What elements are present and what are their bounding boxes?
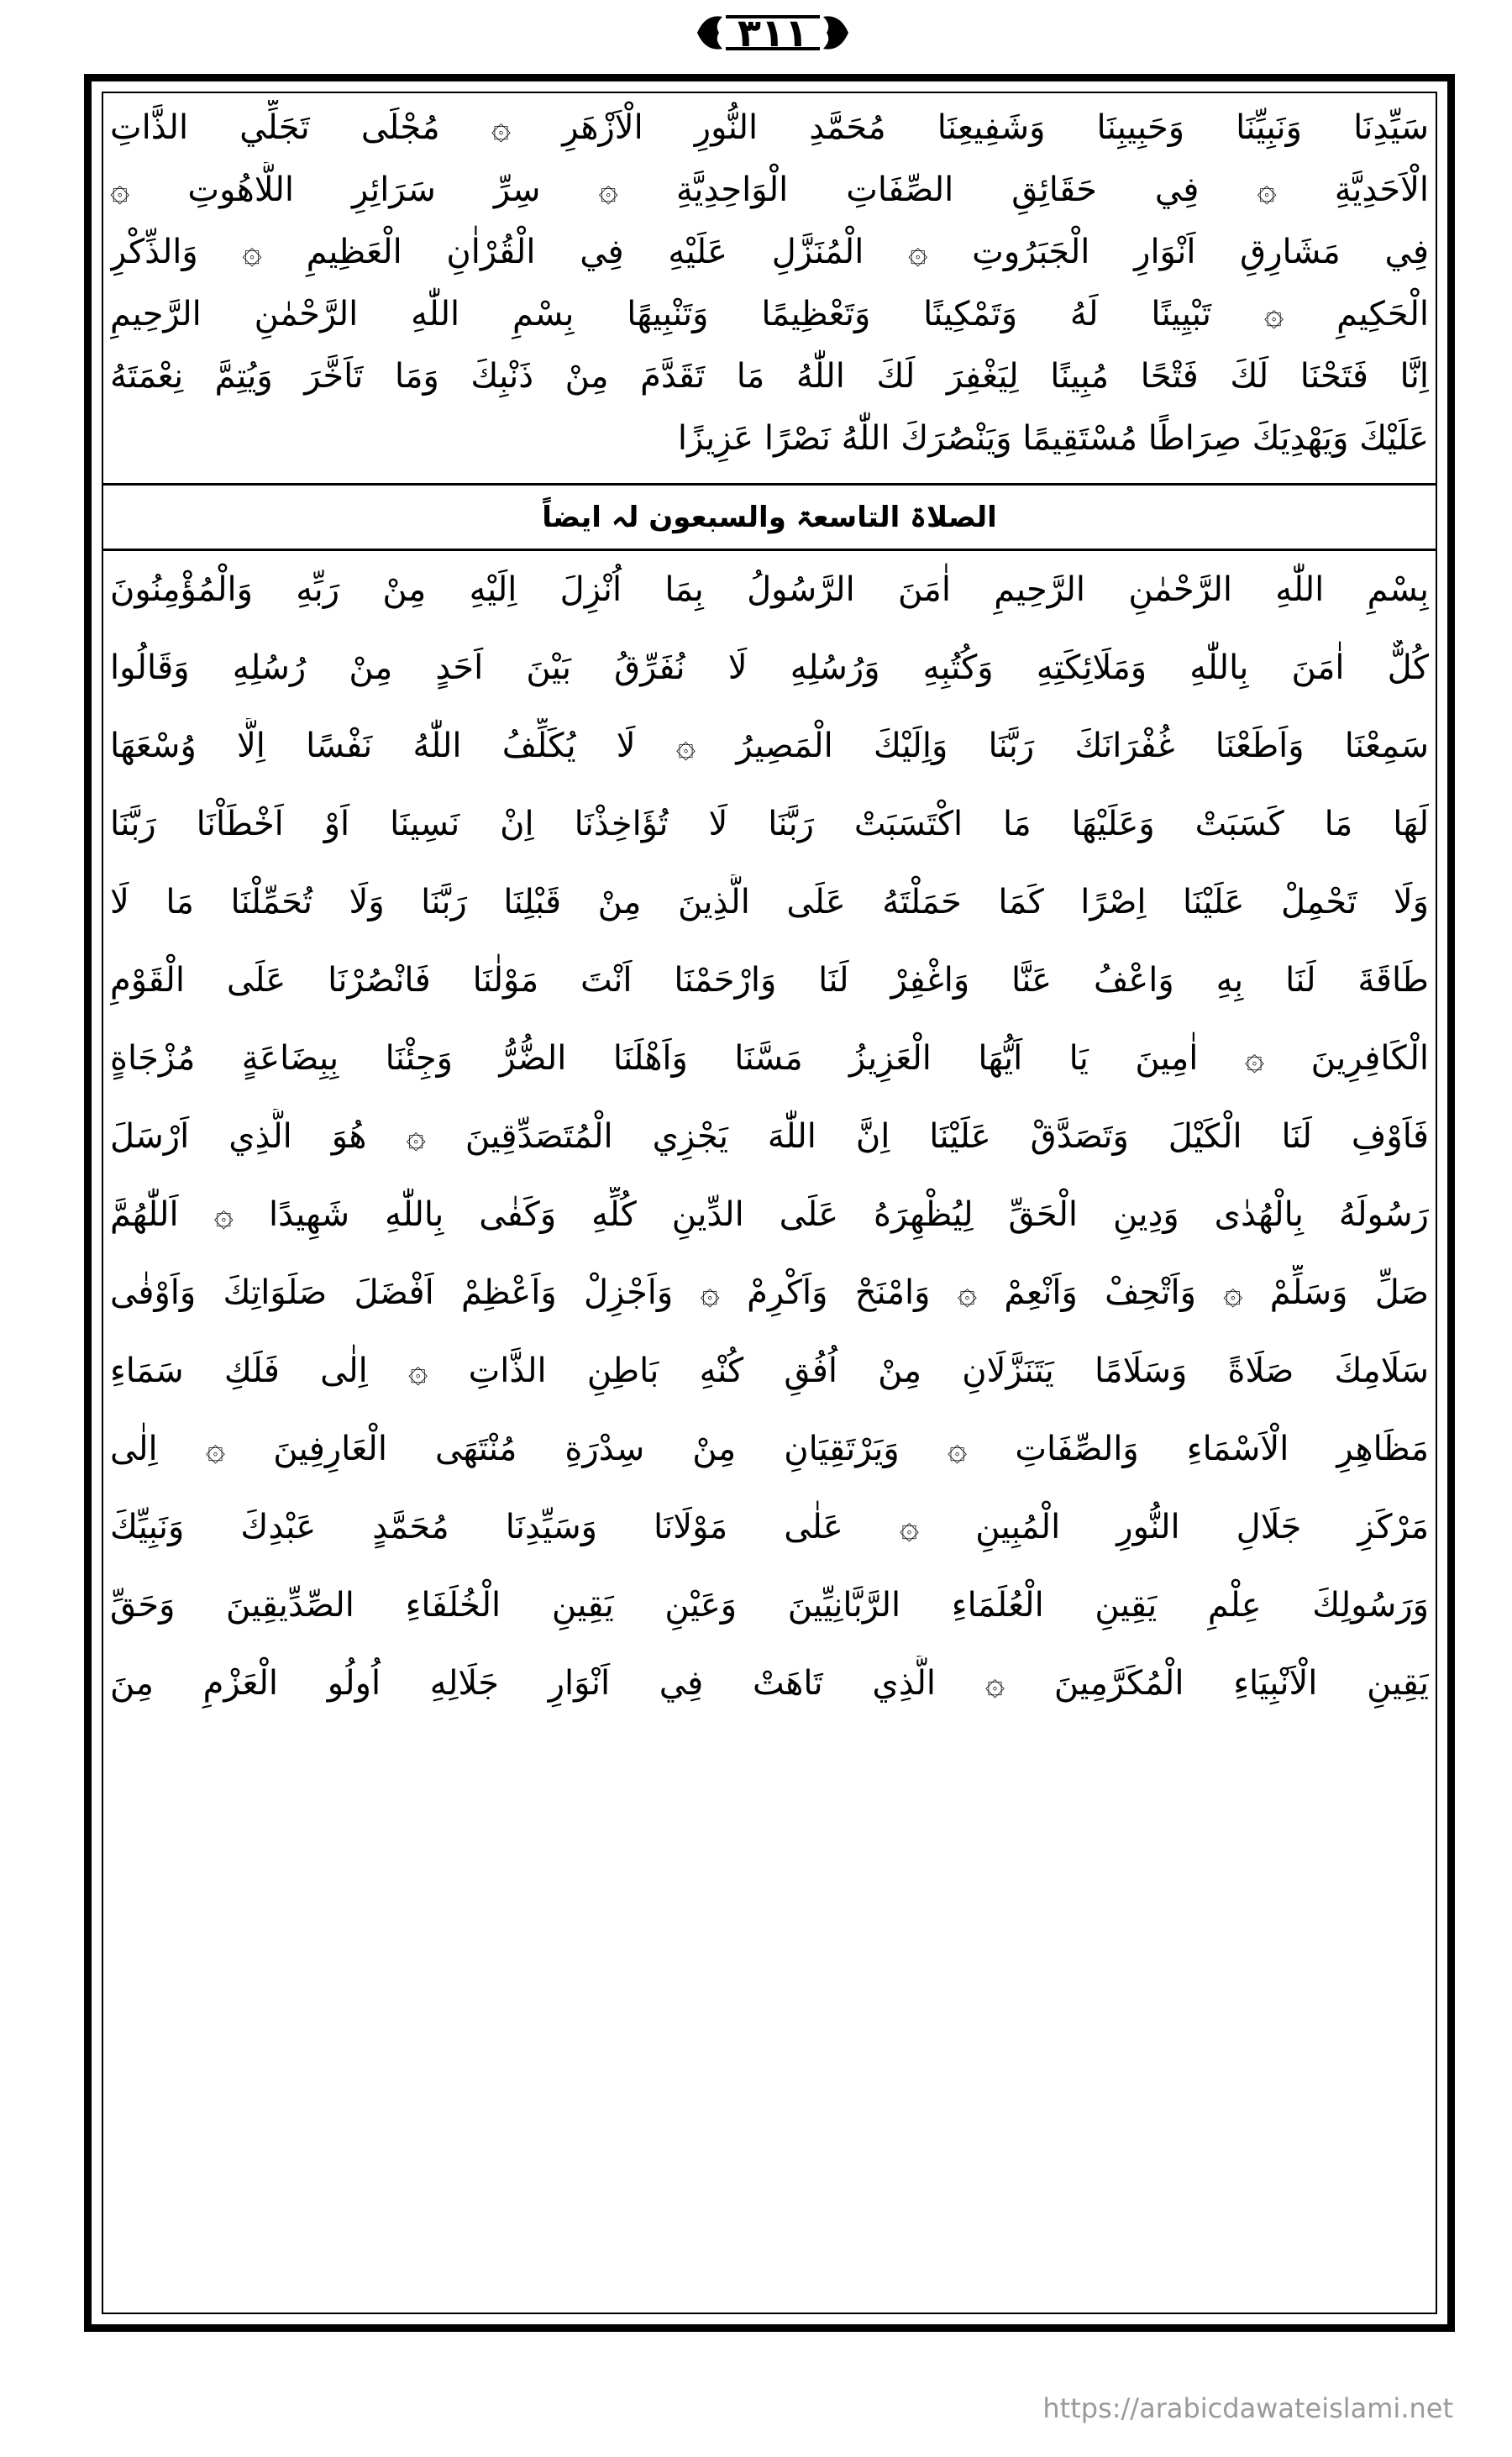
text-line: الْاَحَدِيَّةِ ۞ فِي حَقَائِقِ الصِّفَاتِ الْوَاحِدِيَّةِ ۞ سِرِّ سَرَائِرِ اللَّاهُوتِ ۞ xyxy=(110,171,1429,209)
text-line: عَلَيْكَ وَيَهْدِيَكَ صِرَاطًا مُسْتَقِيمًا وَيَنْصُرَكَ اللّٰهُ نَصْرًا عَزِيزًا xyxy=(677,419,1429,458)
section-heading-bar xyxy=(103,490,1436,543)
text-line: فِي مَشَارِقِ اَنْوَارِ الْجَبَرُوتِ ۞ الْمُنَزَّلِ عَلَيْهِ فِي الْقُرْاٰنِ الْعَظِيمِ ۞ وَالذِّكْرِ xyxy=(110,233,1429,271)
text-line: فَاَوْفِ لَنَا الْكَيْلَ وَتَصَدَّقْ عَلَيْنَا اِنَّ اللّٰهَ يَجْزِي الْمُتَصَدِّقِينَ ۞ هُوَ الَّذِي اَرْسَلَ xyxy=(110,1117,1429,1156)
text-line: سَلَامِكَ صَلَاةً وَسَلَامًا يَتَنَزَّلَانِ مِنْ اُفُقِ كُنْهِ بَاطِنِ الذَّاتِ ۞ اِلٰى فَلَكِ سَمَاءِ xyxy=(110,1352,1429,1390)
text-line: مَرْكَزِ جَلَالِ النُّورِ الْمُبِينِ ۞ عَلٰى مَوْلَانَا وَسَيِّدِنَا مُحَمَّدٍ عَبْدِكَ وَنَبِيِّكَ xyxy=(110,1508,1429,1546)
bottom-text-block xyxy=(110,562,1429,2313)
text-line: بِسْمِ اللّٰهِ الرَّحْمٰنِ الرَّحِيمِ اٰمَنَ الرَّسُولُ بِمَا اُنْزِلَ اِلَيْهِ مِنْ رَبِّهِ وَالْمُؤْمِنُونَ xyxy=(110,570,1429,609)
page-frame xyxy=(84,74,1455,2332)
text-line: صَلِّ وَسَلِّمْ ۞ وَاَتْحِفْ وَاَنْعِمْ ۞ وَامْنَحْ وَاَكْرِمْ ۞ وَاَجْزِلْ وَاَعْظِمْ اَفْضَلَ صَلَوَاتِكَ وَاَوْفٰى xyxy=(110,1273,1429,1312)
text-line: كُلٌّ اٰمَنَ بِاللّٰهِ وَمَلَائِكَتِهِ وَكُتُبِهِ وَرُسُلِهِ لَا نُفَرِّقُ بَيْنَ اَحَدٍ مِنْ رُسُلِهِ وَقَالُوا xyxy=(110,648,1429,687)
text-line: وَرَسُولِكَ عِلْمِ يَقِينِ الْعُلَمَاءِ الرَّبَّانِيِّينَ وَعَيْنِ يَقِينِ الْخُلَفَاءِ الصِّدِّيقِينَ وَحَقِّ xyxy=(110,1586,1429,1625)
text-line: الْكَافِرِينَ ۞ اٰمِينَ يَا اَيُّهَا الْعَزِيزُ مَسَّنَا وَاَهْلَنَا الضُّرُّ وَجِئْنَا بِبِضَاعَةٍ مُزْجَاةٍ xyxy=(110,1039,1429,1078)
text-line: مَظَاهِرِ الْاَسْمَاءِ وَالصِّفَاتِ ۞ وَيَرْتَقِيَانِ مِنْ سِدْرَةِ مُنْتَهَى الْعَارِفِينَ ۞ اِلٰى xyxy=(110,1430,1429,1468)
page-number: ٣١١ xyxy=(737,10,809,55)
divider xyxy=(103,549,1436,551)
text-line: رَسُولَهُ بِالْهُدٰى وَدِينِ الْحَقِّ لِيُظْهِرَهُ عَلَى الدِّينِ كُلِّهِ وَكَفٰى بِاللّٰهِ شَهِيدًا ۞ اَللّٰهُمَّ xyxy=(110,1195,1429,1234)
text-line: اِنَّا فَتَحْنَا لَكَ فَتْحًا مُبِينًا لِيَغْفِرَ لَكَ اللّٰهُ مَا تَقَدَّمَ مِنْ ذَنْبِكَ وَمَا تَاَخَّرَ وَيُتِمَّ نِعْمَتَهُ xyxy=(110,357,1429,396)
text-line: لَهَا مَا كَسَبَتْ وَعَلَيْهَا مَا اكْتَسَبَتْ رَبَّنَا لَا تُؤَاخِذْنَا اِنْ نَسِينَا اَوْ اَخْطَاْنَا رَبَّنَا xyxy=(110,805,1429,843)
page-number-ornament xyxy=(689,7,857,59)
section-heading: الصلاۃ التاسعۃ والسبعون لہ ایضاً xyxy=(542,500,997,534)
text-line: سَمِعْنَا وَاَطَعْنَا غُفْرَانَكَ رَبَّنَا وَاِلَيْكَ الْمَصِيرُ ۞ لَا يُكَلِّفُ اللّٰهُ نَفْسًا اِلَّا وُسْعَهَا xyxy=(110,727,1429,765)
text-line: وَلَا تَحْمِلْ عَلَيْنَا اِصْرًا كَمَا حَمَلْتَهُ عَلَى الَّذِينَ مِنْ قَبْلِنَا رَبَّنَا وَلَا تُحَمِّلْنَا مَا لَا xyxy=(110,883,1429,921)
text-line: طَاقَةَ لَنَا بِهِ وَاعْفُ عَنَّا وَاغْفِرْ لَنَا وَارْحَمْنَا اَنْتَ مَوْلٰنَا فَانْصُرْنَا عَلَى الْقَوْمِ xyxy=(110,961,1429,1000)
text-line: سَيِّدِنَا وَنَبِيِّنَا وَحَبِيبِنَا وَشَفِيعِنَا مُحَمَّدِ النُّورِ الْاَزْهَرِ ۞ مُجْلَى تَجَلِّي الذَّاتِ xyxy=(110,108,1429,147)
text-line: يَقِينِ الْاَنْبِيَاءِ الْمُكَرَّمِينَ ۞ الَّذِي تَاهَتْ فِي اَنْوَارِ جَلَالِهِ اُولُو الْعَزْمِ مِنَ xyxy=(110,1664,1429,1703)
text-line: الْحَكِيمِ ۞ تَبْيِينًا لَهُ وَتَمْكِينًا وَتَعْظِيمًا وَتَنْبِيهًا بِسْمِ اللّٰهِ الرَّحْمٰنِ الرَّحِيمِ xyxy=(110,295,1429,333)
divider xyxy=(103,483,1436,486)
watermark-url: https://arabicdawateislami.net xyxy=(1042,2392,1453,2424)
top-text-block xyxy=(110,100,1429,470)
